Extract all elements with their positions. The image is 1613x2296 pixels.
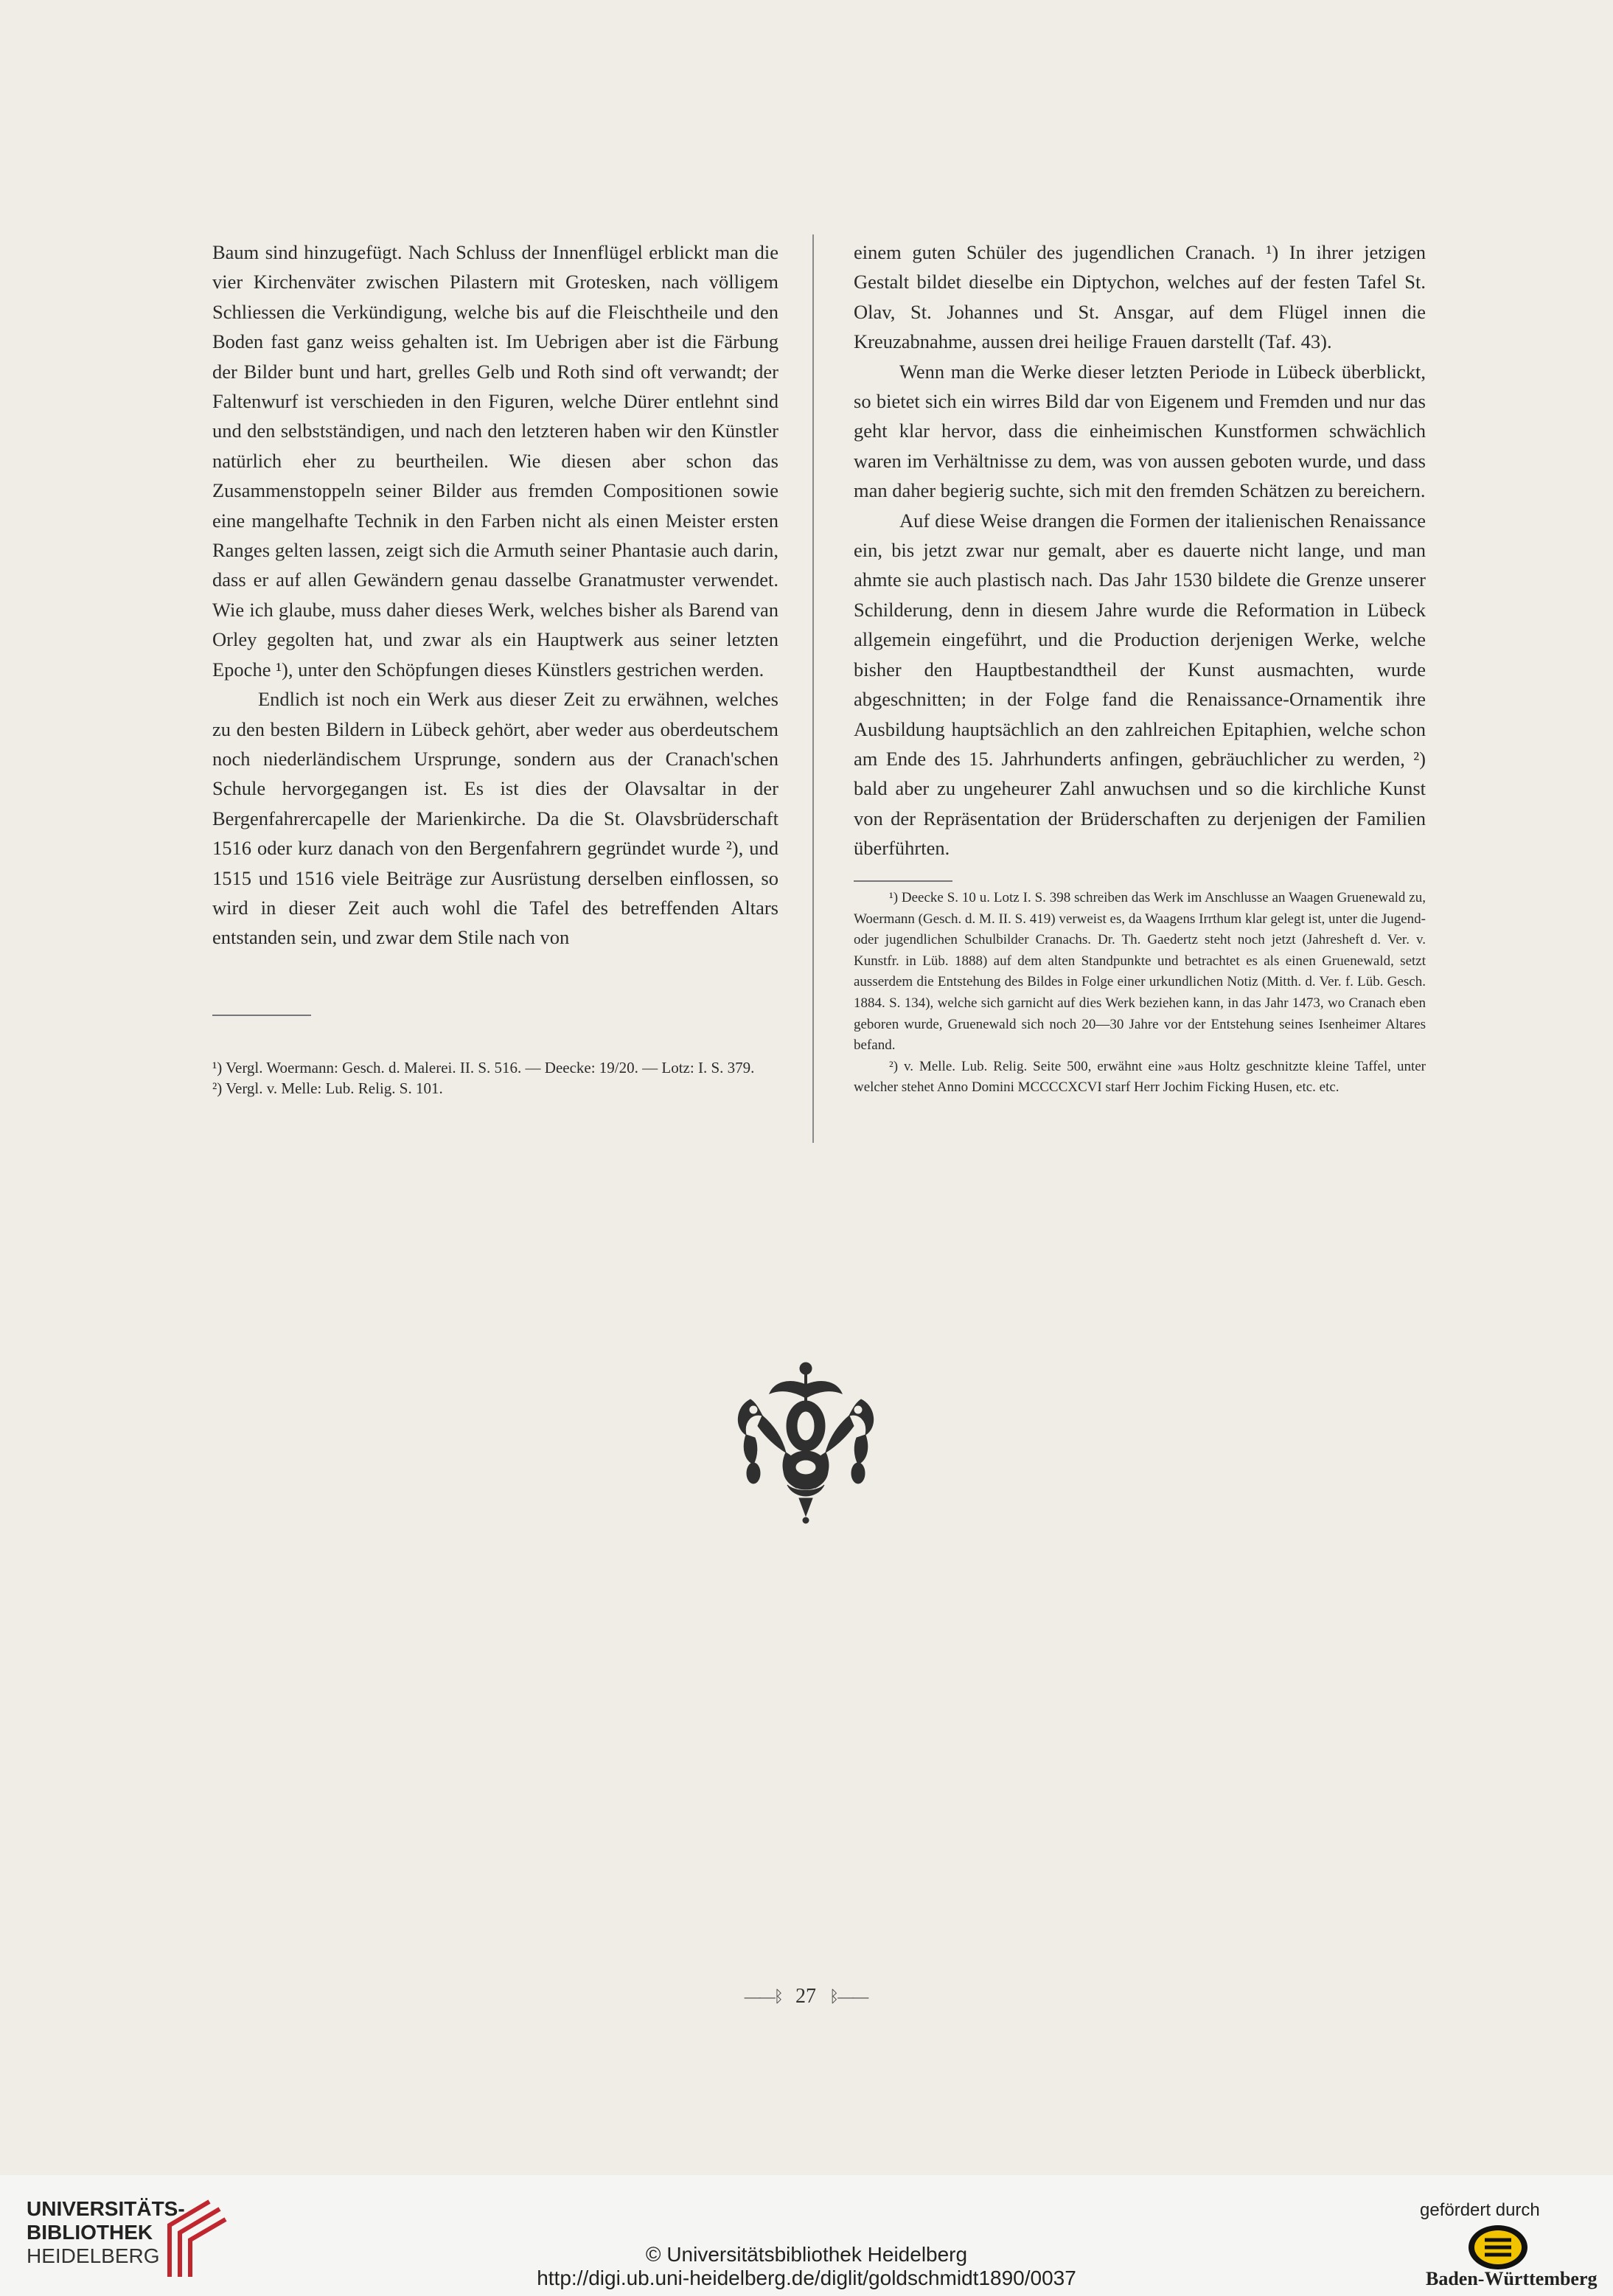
logo-line: BIBLIOTHEK	[27, 2221, 153, 2244]
footnote-rule	[854, 880, 952, 882]
footnote: ²) v. Melle. Lub. Relig. Seite 500, erwähnt eine »aus Holtz geschnitzte kleine Taffel, unter welcher stehet Anno Domini MCCCCXCVI starf Herr Jochim Ficking Husen, etc. etc.	[854, 1058, 1426, 1096]
paragraph: einem guten Schüler des jugendlichen Cranach. ¹) In ihrer jetzigen Gestalt bildet dieselbe ein Diptychon, welches auf der festen Tafel St. Olav, St. Johannes und St. Ansgar, auf dem Flügel innen die Kreuzabnahme, aussen drei heilige Frauen darstellt (Taf. 43).	[854, 241, 1426, 353]
page-number	[706, 1982, 905, 2011]
paragraph: Wenn man die Werke dieser letzten Periode in Lübeck überblickt, so bietet sich ein wirres Bild dar von Eigenem und Fremden und nur das geht klar hervor, dass die einheimischen Kunstformen schwächlich waren im Verhältnisse zu dem, was von aussen geboten wurde, und dass man daher begierig suchte, sich mit den fremden Schätzen zu bereichern.	[854, 360, 1426, 502]
page-number-ornament-right: ᛒ——	[829, 1987, 868, 2005]
page-number-ornament-left: ——ᛒ	[744, 1987, 782, 2005]
column-divider	[812, 234, 814, 1143]
footnote-rule	[212, 1015, 311, 1016]
viewer-footer	[0, 2175, 1613, 2296]
funder-label: Baden-Württemberg	[1426, 2268, 1598, 2289]
logo-line: HEIDELBERG	[27, 2244, 160, 2267]
paragraph: Baum sind hinzugefügt. Nach Schluss der Innenflügel erblickt man die vier Kirchenväter zwischen Pilastern mit Grotesken, nach völligem Schliessen die Verkündigung, welche bis auf die Fleischtheile und den Boden fast ganz weiss gehalten ist. Im Uebrigen aber ist die Färbung der Bilder bunt und hart, grelles Gelb und Roth sind oft verwandt; der Faltenwurf ist verschieden in den Figuren, welche Dürer entlehnt sind und den selbstständigen, und nach den letzteren haben wir den Künstler natürlich eher zu beurtheilen. Wie diesen aber schon das Zusammenstoppeln seiner Bilder aus fremden Compositionen sowie eine mangelhafte Technik in den Farben nicht als einen Meister ersten Ranges gelten lassen, zeigt sich die Armuth seiner Phantasie auch darin, dass er auf allen Gewändern genau dasselbe Granatmuster verwendet. Wie ich glaube, muss daher dieses Werk, welches bisher als Barend van Orley gegolten hat, und zwar als ein Hauptwerk aus seiner letzten Epoche ¹), unter den Schöpfungen dieses Künstlers gestrichen werden.	[212, 241, 778, 681]
copyright-text: © Universitätsbibliothek Heidelberg	[645, 2243, 968, 2266]
footnote: ²) Vergl. v. Melle: Lub. Relig. S. 101.	[212, 1079, 443, 1097]
footnote: ¹) Vergl. Woermann: Gesch. d. Malerei. II. S. 516. — Deecke: 19/20. — Lotz: I. S. 379.	[212, 1059, 755, 1076]
page-number-value: 27	[795, 1985, 816, 2008]
logo-line: UNIVERSITÄTS-	[27, 2197, 185, 2220]
right-text-column	[854, 237, 1426, 863]
floral-ornament-icon	[728, 1355, 883, 1525]
permalink-url[interactable]: http://digi.ub.uni-heidelberg.de/diglit/goldschmidt1890/0037	[537, 2267, 1076, 2289]
baden-wuerttemberg-emblem-icon	[1467, 2224, 1529, 2271]
funded-by-label: gefördert durch	[1420, 2200, 1540, 2220]
left-text-column	[212, 237, 778, 953]
right-footnotes	[854, 888, 1426, 1099]
footnote: ¹) Deecke S. 10 u. Lotz I. S. 398 schreiben das Werk im Anschlusse an Waagen Gruenewald zu, Woermann (Gesch. d. M. II. S. 419) verweist es, da Waagens Irrthum klar gelegt ist, unter die Jugend- oder jugendlichen Schulbilder Cranachs. Dr. Th. Gaedertz steht noch jetzt (Jahresheft d. Ver. v. Kunstfr. in Lüb. 1888) auf dem alten Standpunkte und betrachtet es als einen Gruenewald, setzt ausserdem die Entstehung des Bildes in Folge einer urkundlichen Notiz (Mitth. d. Ver. f. Lüb. Gesch. 1884. S. 134), welche sich garnicht auf dies Werk beziehen kann, in das Jahr 1473, wo Cranach eben geboren wurde, Gruenewald sich noch 20—30 Jahre vor der Entstehung seines Isenheimer Altares befand.	[854, 890, 1426, 1054]
left-footnotes	[212, 1057, 778, 1099]
paragraph: Auf diese Weise drangen die Formen der italienischen Renaissance ein, bis jetzt zwar nur gemalt, aber es dauerte nicht lange, und man ahmte sie auch plastisch nach. Das Jahr 1530 bildete die Grenze unserer Schilderung, denn in diesem Jahre wurde die Reformation in Lübeck allgemein eingeführt, und die Production derjenigen Werke, welche bisher den Hauptbestandtheil der Kunst ausmachten, wurde abgeschnitten; in der Folge fand die Renaissance-Ornamentik ihre Ausbildung hauptsächlich an den zahlreichen Epitaphien, welche schon am Ende des 15. Jahrhunderts anfingen, gebräuchlicher zu werden, ²) bald aber zu ungeheurer Zahl anwuchsen und so die kirchliche Kunst von der Repräsentation der Brüderschaften zu derjenigen der Familien überführten.	[854, 509, 1426, 860]
paragraph: Endlich ist noch ein Werk aus dieser Zeit zu erwähnen, welches zu den besten Bildern in Lübeck gehört, aber weder aus oberdeutschem noch niederländischem Ursprunge, sondern aus der Cranach'schen Schule hervorgegangen ist. Es ist dies der Olavsaltar in der Bergenfahrercapelle der Marienkirche. Da die St. Olavsbrüderschaft 1516 oder kurz danach von den Bergenfahrern gegründet wurde ²), und 1515 und 1516 viele Beiträge zur Ausrüstung derselben einflossen, so wird in dieser Zeit auch wohl die Tafel des betreffenden Altars entstanden sein, und zwar dem Stile nach von	[212, 688, 778, 949]
